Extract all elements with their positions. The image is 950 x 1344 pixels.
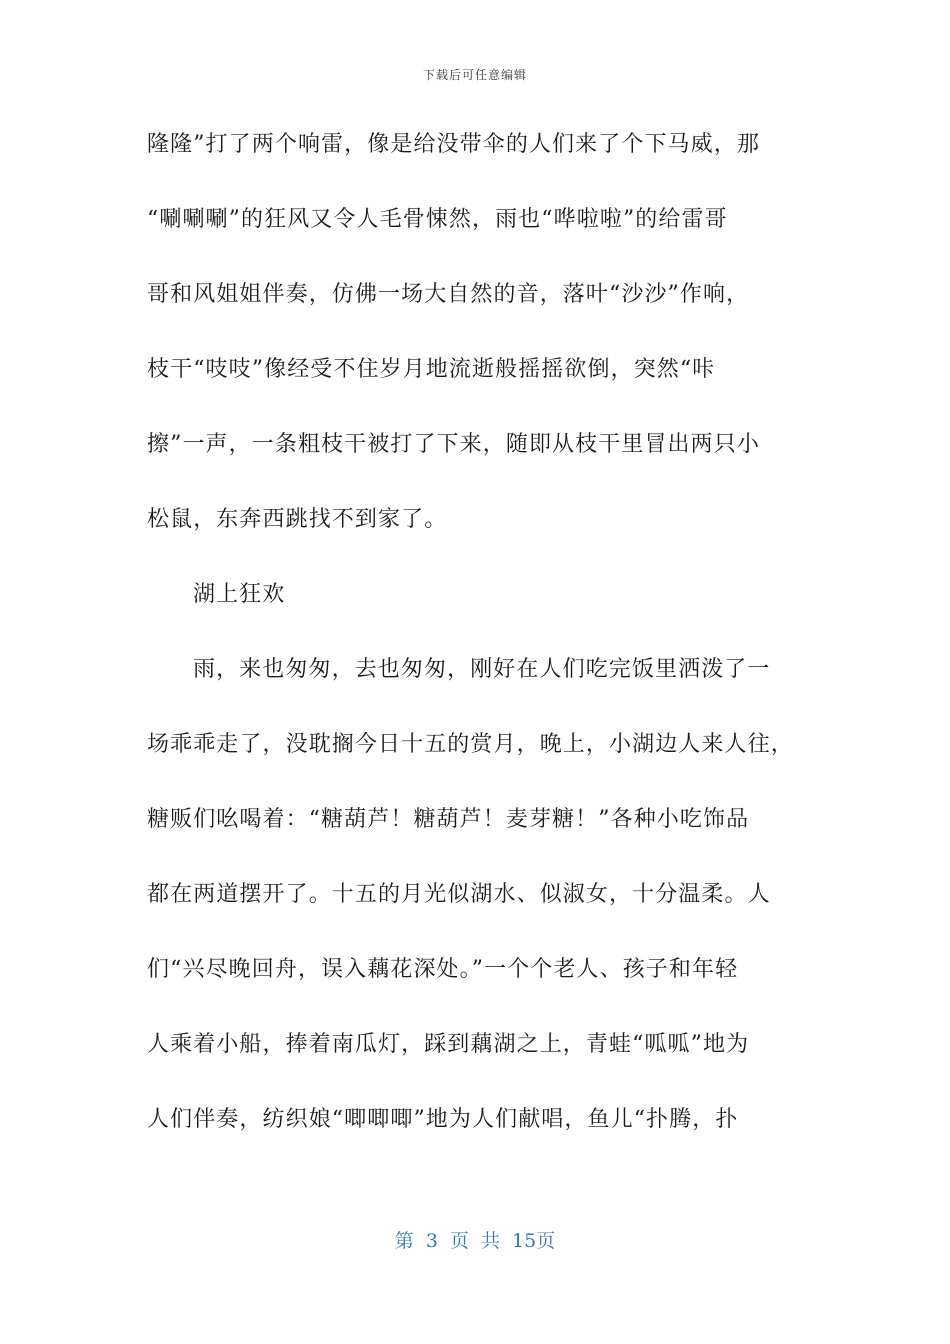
text-line: 都在两道摆开了。十五的月光似湖水、似淑女，十分温柔。人 [147, 882, 771, 907]
text-line: 哥和风姐姐伴奏，仿佛一场大自然的音，落叶“沙沙”作响， [147, 282, 750, 307]
document-body [147, 120, 797, 1170]
text-line: 隆隆”打了两个响雷，像是给没带伞的人们来了个下马威，那 [147, 132, 760, 157]
text-line: 雨，来也匆匆，去也匆匆，刚好在人们吃完饭里洒泼了一 [193, 657, 771, 682]
text-line: 枝干“吱吱”像经受不住岁月地流逝般摇摇欲倒，突然“咔 [147, 357, 716, 382]
section-heading: 湖上狂欢 [193, 582, 286, 607]
page-number-footer: 第 3 页 共 15页 [394, 1230, 556, 1252]
text-line: “唰唰唰”的狂风又令人毛骨悚然，雨也“哗啦啦”的给雷哥 [147, 207, 728, 232]
text-line: 人乘着小船，捧着南瓜灯，踩到藕湖之上，青蛙“呱呱”地为 [147, 1032, 750, 1057]
text-line: 擦”一声，一条粗枝干被打了下来，随即从枝干里冒出两只小 [147, 432, 760, 457]
text-line: 人们伴奏，纺织娘“唧唧唧”地为人们献唱，鱼儿“扑腾，扑 [147, 1107, 739, 1132]
text-line: 松鼠，东奔西跳找不到家了。 [147, 507, 448, 532]
page-header: 下载后可任意编辑 [422, 68, 527, 82]
text-line: 糖贩们吆喝着：“糖葫芦！糖葫芦！麦芽糖！”各种小吃饰品 [147, 807, 750, 832]
text-line: 们“兴尽晚回舟，误入藕花深处。”一个个老人、孩子和年轻 [147, 957, 739, 982]
text-line: 场乖乖走了，没耽搁今日十五的赏月，晚上，小湖边人来人往， [147, 732, 794, 757]
